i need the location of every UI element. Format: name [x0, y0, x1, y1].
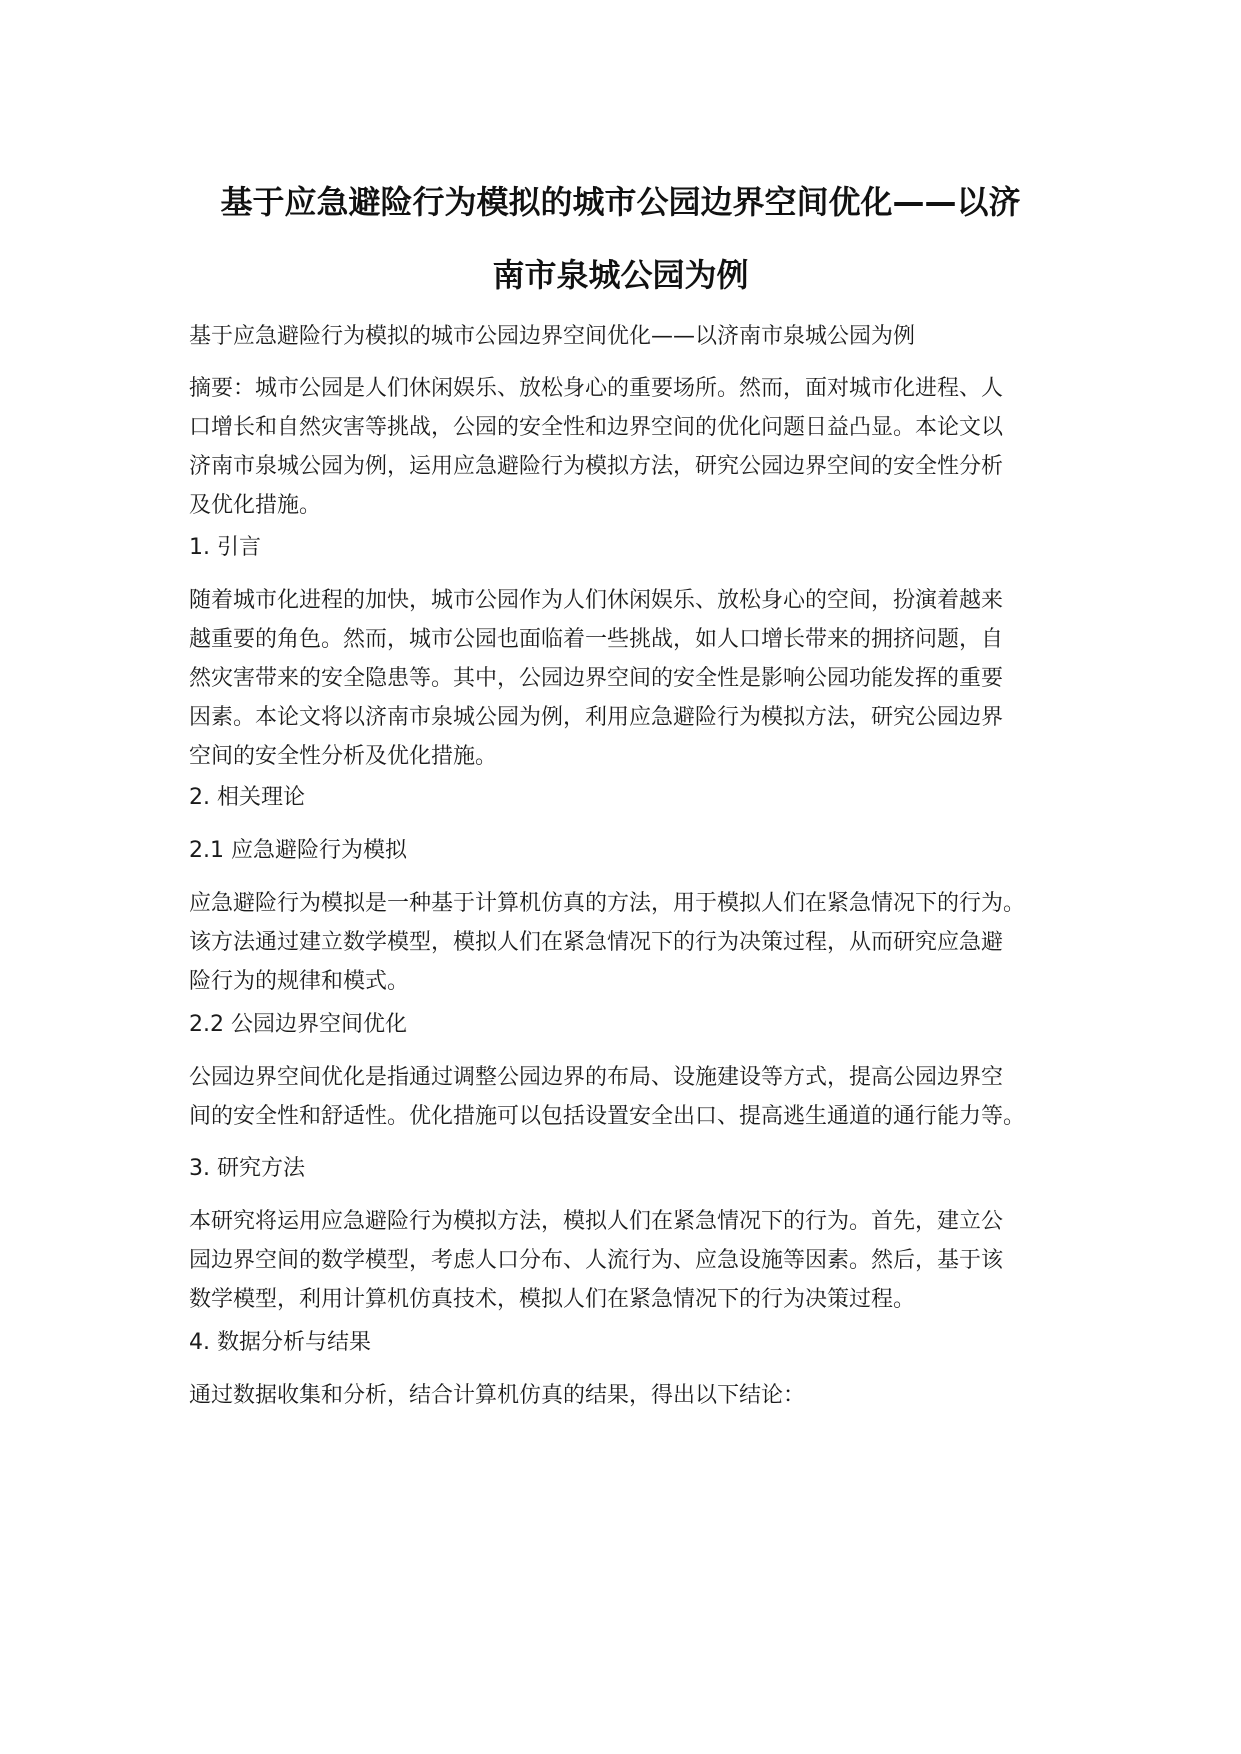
text-line: 园边界空间的数学模型，考虑人口分布、人流行为、应急设施等因素。然后，基于该: [189, 1248, 1004, 1273]
heading-text: 3. 研究方法: [189, 1156, 305, 1181]
intro-paragraph: [189, 581, 1089, 776]
text-line: 济南市泉城公园为例，运用应急避险行为模拟方法，研究公园边界空间的安全性分析: [189, 454, 1004, 479]
text-line: 因素。本论文将以济南市泉城公园为例，利用应急避险行为模拟方法，研究公园边界: [189, 705, 1004, 730]
text-line: 该方法通过建立数学模型，模拟人们在紧急情况下的行为决策过程，从而研究应急避: [189, 930, 1004, 955]
section-heading-2-2: [189, 1005, 1089, 1044]
text-line: 应急避险行为模拟是一种基于计算机仿真的方法，用于模拟人们在紧急情况下的行为。: [189, 891, 1026, 916]
paragraph-3: [189, 1202, 1089, 1319]
text-line: 通过数据收集和分析，结合计算机仿真的结果，得出以下结论：: [189, 1383, 806, 1408]
text-line: 基于应急避险行为模拟的城市公园边界空间优化——以济南市泉城公园为例: [189, 324, 916, 349]
text-line: 数学模型，利用计算机仿真技术，模拟人们在紧急情况下的行为决策过程。: [189, 1287, 916, 1312]
text-line: 本研究将运用应急避险行为模拟方法，模拟人们在紧急情况下的行为。首先，建立公: [189, 1209, 1004, 1234]
text-line: 然灾害带来的安全隐患等。其中，公园边界空间的安全性是影响公园功能发挥的重要: [189, 666, 1004, 691]
section-heading-3: [189, 1149, 1089, 1188]
paragraph-4: [189, 1376, 1089, 1415]
text-line: 间的安全性和舒适性。优化措施可以包括设置安全出口、提高逃生通道的通行能力等。: [189, 1104, 1026, 1129]
abstract-paragraph: [189, 369, 1089, 525]
heading-text: 1. 引言: [189, 535, 261, 560]
text-line: 险行为的规律和模式。: [189, 969, 410, 994]
heading-text: 4. 数据分析与结果: [189, 1330, 371, 1355]
text-line: 越重要的角色。然而，城市公园也面临着一些挑战，如人口增长带来的拥挤问题，自: [189, 627, 1004, 652]
text-line: 摘要：城市公园是人们休闲娱乐、放松身心的重要场所。然而，面对城市化进程、人: [189, 376, 1004, 401]
text-line: 及优化措施。: [189, 493, 322, 518]
text-line: 随着城市化进程的加快，城市公园作为人们休闲娱乐、放松身心的空间，扮演着越来: [189, 588, 1004, 613]
text-line: 口增长和自然灾害等挑战，公园的安全性和边界空间的优化问题日益凸显。本论文以: [189, 415, 1004, 440]
section-heading-2-1: [189, 831, 1089, 870]
section-heading-1: [189, 528, 1089, 567]
subtitle-paragraph: [189, 317, 1089, 356]
section-heading-2: [189, 778, 1089, 817]
text-line: 公园边界空间优化是指通过调整公园边界的布局、设施建设等方式，提高公园边界空: [189, 1065, 1004, 1090]
section-heading-4: [189, 1323, 1089, 1362]
document-title-line-1: 基于应急避险行为模拟的城市公园边界空间优化——以济: [220, 183, 1021, 221]
document-title-line-2: 南市泉城公园为例: [492, 256, 749, 294]
paragraph-2-2: [189, 1058, 1089, 1136]
text-line: 空间的安全性分析及优化措施。: [189, 744, 498, 769]
paragraph-2-1: [189, 884, 1089, 1001]
heading-text: 2.2 公园边界空间优化: [189, 1012, 407, 1037]
heading-text: 2.1 应急避险行为模拟: [189, 838, 407, 863]
heading-text: 2. 相关理论: [189, 785, 305, 810]
